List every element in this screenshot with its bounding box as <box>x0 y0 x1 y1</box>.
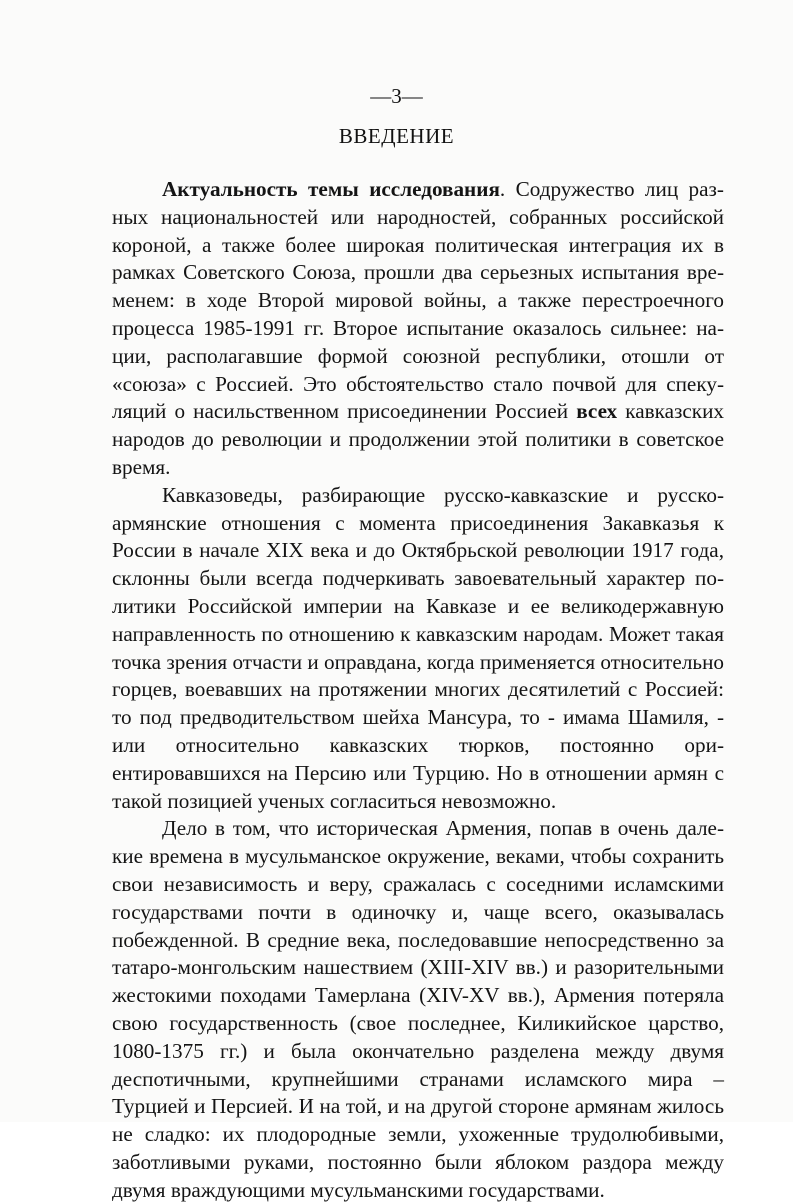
paragraph-caucasus-scholars: Кавказоведы, разбирающие русско-кавказские и русско-армянские отношения с момента присоединения Закавказья к России в начале XIX века и до Октябрьской революции 1917 года, склонны были всегда подчеркивать завоевательный характер политики Российской империи на Кавказе и ее великодержавную направленность по отношению к кавказским народам. Может такая точка зрения отчасти и оправдана, когда применяется относительно горцев, воевавших на протяжении многих десятилетий с Россией: то под предводительством шейха Мансура, то - имама Шамиля, - или относительно кавказских тюрков, постоянно ориентировавшихся на Персию или Турцию. Но в отношении армян с такой позицией ученых согласиться невозможно. <box>112 482 725 813</box>
paragraph-text: . Содружество лиц разных национальностей или народностей, собранных российской короной, а также более широкая политическая интеграция их в рамках Советского Союза, прошли два серьезных испытания временем: в ходе Второй мировой войны, а также перестроечного процесса 1985-1991 гг. Второе испытание оказалось сильнее: нации, располагавшие формой союзной республики, отошли от «союза» с Россией. Это обстоятельство стало почвой для спекуляций о насильственном присоединении Россией <box>112 177 724 424</box>
page-number: —3— <box>370 84 423 108</box>
paragraph-historical-armenia: Дело в том, что историческая Армения, попав в очень далекие времена в мусульманское окружение, веками, чтобы сохранить свои независимость и веру, сражалась с соседними исламскими государствами почти в одиночку и, чаще всего, оказывалась побежденной. В средние века, последовавшие непосредственно за татаро-монгольским нашествием (XIII-XIV вв.) и разорительными жестокими походами Тамерлана (XIV-XV вв.), Армения потеряла свою государственность (свое последнее, Киликийское царство, 1080-1375 гг.) и была окончательно разделена между двумя деспотичными, крупнейшими странами исламского мира – Турцией и Персией. И на той, и на другой стороне армянам жилось не сладко: их плодородные земли, ухоженные трудолюбивыми, заботливыми руками, постоянно были яблоком раздора между двумя враждующими мусульманскими государствами. <box>112 816 724 1202</box>
paragraph-relevance <box>112 176 724 482</box>
paragraph-lead-heading: Актуальность темы исследования <box>162 177 500 201</box>
section-title: ВВЕДЕНИЕ <box>338 124 455 148</box>
emphasized-word: всех <box>576 399 618 424</box>
paragraph-text: кавказских народов до революции и продолжении этой политики в советское время. <box>112 399 725 479</box>
body-text <box>112 176 724 1204</box>
